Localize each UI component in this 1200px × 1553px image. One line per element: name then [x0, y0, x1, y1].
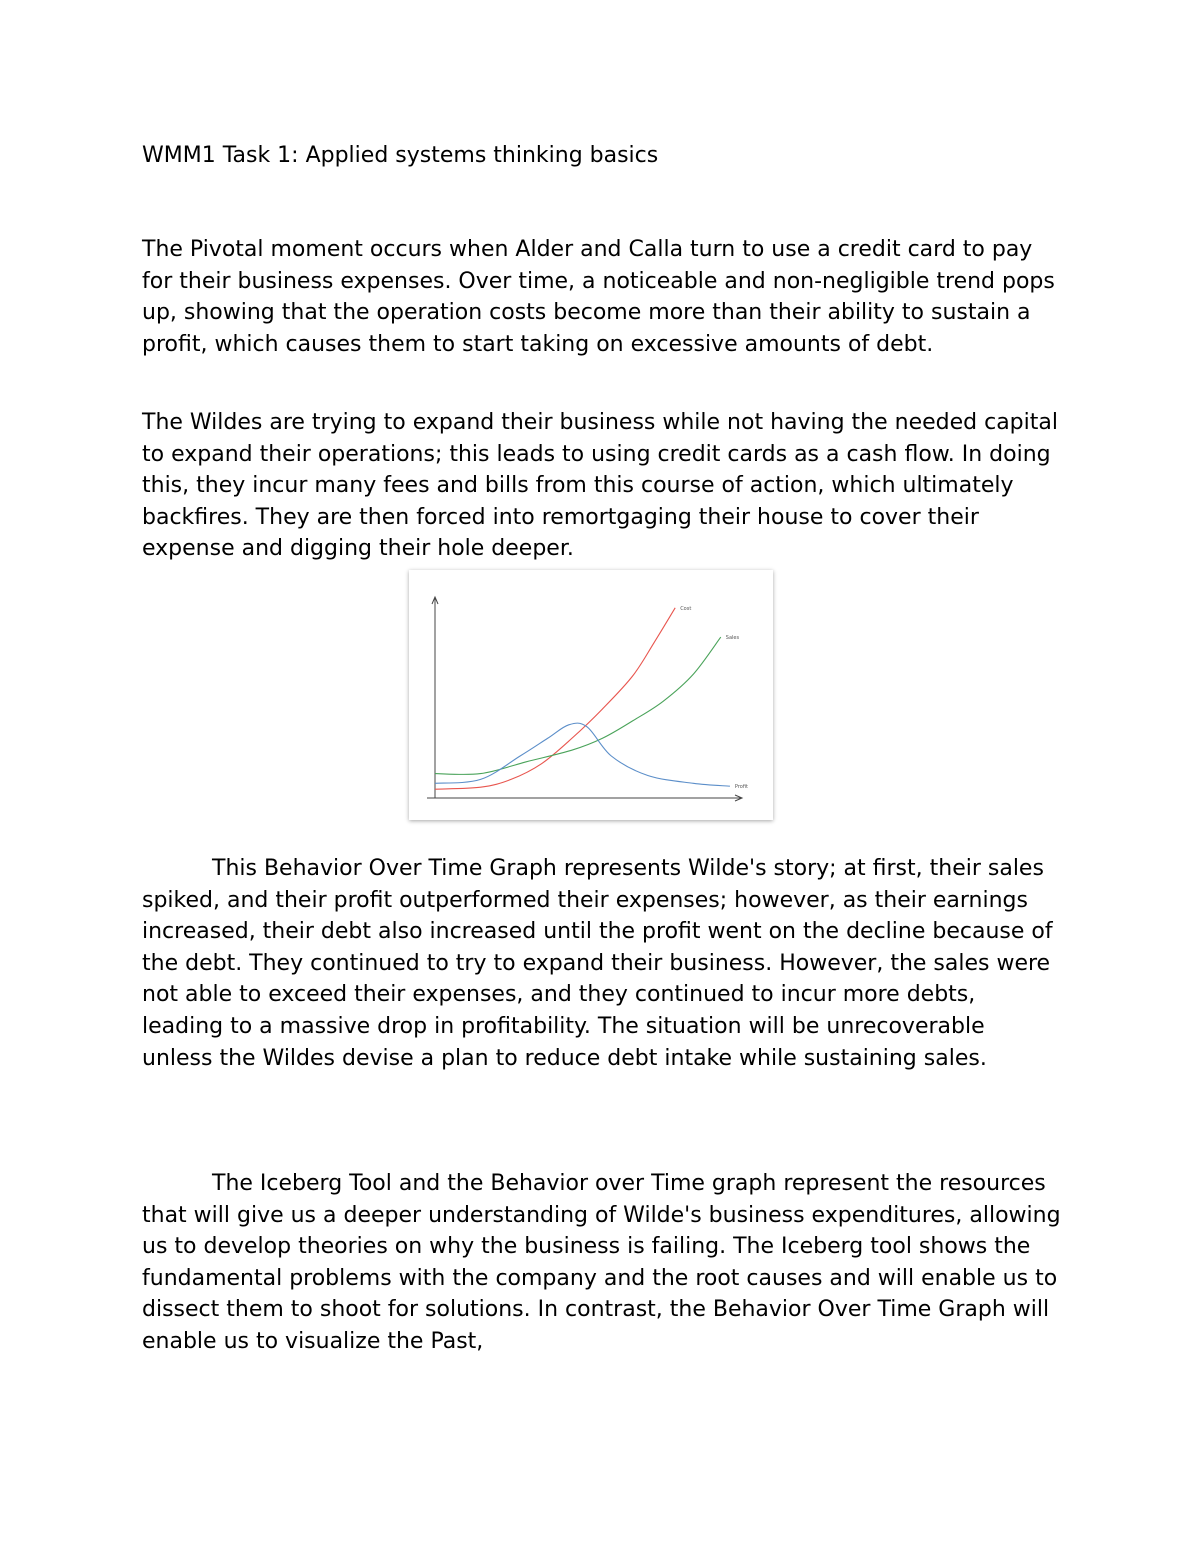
document-title: WMM1 Task 1: Applied systems thinking basics — [142, 143, 659, 168]
paragraph-iceberg-tool: The Iceberg Tool and the Behavior over Time graph represent the resources that will give us a deeper understanding of Wilde's business expenditures, allowing us to develop theories on why the business is failing. The Iceberg tool shows the fundamental problems with the company and the root causes and will enable us to dissect them to shoot for solutions. In contrast, the Behavior Over Time Graph will enable us to visualize the Past, — [142, 1171, 1061, 1354]
series-label-sales: Sales — [725, 635, 740, 642]
series-line-sales — [435, 637, 721, 774]
chart-axes — [427, 597, 742, 801]
paragraph-pivotal-moment: The Pivotal moment occurs when Alder and Calla turn to use a credit card to pay for their business expenses. Over time, a noticeable and non-negligible trend pops up, showing that the operation costs become more than their ability to sustain a profit, which causes them to start taking on excessive amounts of debt. — [142, 237, 1055, 357]
series-line-cost — [435, 608, 675, 789]
paragraph-graph-explanation: This Behavior Over Time Graph represents Wilde's story; at first, their sales spiked, and their profit outperformed their expenses; however, as their earnings increased, their debt also increased until the profit went on the decline because of the debt. They continued to try to expand their business. However, the sales were not able to exceed their expenses, and they continued to incur more debts, leading to a massive drop in profitability. The situation will be unrecoverable unless the Wildes devise a plan to reduce debt intake while sustaining sales. — [142, 856, 1053, 1071]
behavior-over-time-graph — [409, 570, 773, 820]
series-label-profit: Profit — [734, 784, 748, 791]
chart-series — [435, 605, 730, 789]
paragraph-wildes-expansion: The Wildes are trying to expand their business while not having the needed capital to expand their operations; this leads to using credit cards as a cash flow. In doing this, they incur many fees and bills from this course of action, which ultimately backfires. They are then forced into remortgaging their house to cover their expense and digging their hole deeper. — [142, 410, 1058, 562]
behavior-over-time-chart — [409, 570, 773, 820]
series-label-cost: Cost — [680, 605, 692, 612]
chart-series-labels — [680, 606, 748, 790]
series-line-profit — [435, 723, 730, 786]
